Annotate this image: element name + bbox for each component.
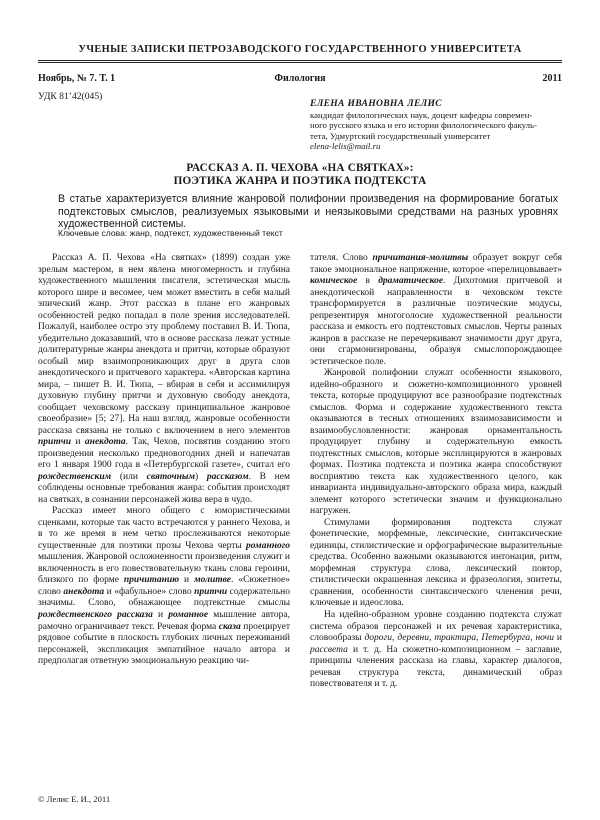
author-affiliation: кандидат филологических наук, доцент кафедры современ- bbox=[310, 110, 533, 120]
article-title-line: РАССКАЗ А. П. ЧЕХОВА «НА СВЯТКАХ»: bbox=[186, 162, 414, 174]
author-name: ЕЛЕНА ИВАНОВНА ЛЕЛИС bbox=[310, 98, 443, 109]
paragraph: Стимулами формирования подтекста служат фонетические, морфемные, лексические, синтаксические единицы, стилистические и орфографические выразительные средства. Особенно важными оказываются интонация, ритм, морфемная структура слова, лексический повтор, стилистически окрашенная лексика и фразеология, эпитеты, сравнения, особенности синтаксического членения речи, ключевые и идеослова. bbox=[310, 517, 562, 609]
paragraph: Рассказ А. П. Чехова «На святках» (1899) создан уже зрелым мастером, в нем явлена многомерность и глубина художественного мышления писателя, эстетическая мысль которого шире и весомее, чем может вместить в себя малый эпический жанр. Этот рассказ в плане его жанровых особенностей редко попадал в поле зрения исследователей. Пожалуй, наиболее остро эту проблему поставил В. И. Тюпа, убедительно доказавший, что в основе рассказа лежат устные долитературные жанры анекдота и притчи, которые образуют особый мир взаимопроникающих друг в друга слов анекдотического и притчевого характера. «Авторская картина мира, – пишет В. И. Тюпа, – вбирая в себя и ассимилируя духовную глубину притчи и духовную свободу анекдота, сообщает чеховскому рассказу принципиальное жанровое своеобразие» [5; 27]. На наш взгляд, жанровые особенности рассказа связаны не только с включением в него элементов притчи и анекдота. Так, Чехов, посвятив созданию этого произведения несколько предновогодних дней и напечатав его 1 января 1900 года в «Петербургской газете», считал его рождественским (или святочным) рассказом. В нем соблюдены основные требования жанра: события происходят на святках, в сознании персонажей жива вера в чудо. bbox=[38, 253, 290, 505]
left-column bbox=[38, 253, 290, 668]
right-column bbox=[310, 253, 562, 691]
article-title bbox=[40, 162, 560, 188]
header-rule bbox=[38, 60, 562, 61]
section-name: Филология bbox=[274, 73, 326, 84]
paragraph: тателя. Слово причитания-молитвы образует вокруг себя такое эмоциональное напряжение, которое «перелицовывает» комическое в драматическое. Дихотомия притчевой и анекдотической направленности в чеховском тексте трансформируется в различные поэтические модусы, репрезентируя многоголосие художественной реальности рассказа и емкость его подтекстовых смыслов. Черты разных жанров в рассказе не перечеркивают значимости друг друга, они сгармонизированы, образуя смыслопорождающее эстетическое поле. bbox=[310, 253, 562, 367]
issue-year: 2011 bbox=[542, 73, 562, 84]
journal-title: УЧЕНЫЕ ЗАПИСКИ ПЕТРОЗАВОДСКОГО ГОСУДАРСТВЕННОГО УНИВЕРСИТЕТА bbox=[78, 44, 522, 55]
copyright: © Лелис Е. И., 2011 bbox=[38, 794, 111, 804]
author-block bbox=[310, 98, 562, 152]
paragraph: Жанровой полифонии служат особенности языкового, идейно-образного и сюжетно-композиционного уровней текста, которые продуцируют все разнообразие подтекстных смыслов. Форма и содержание художественного текста оказываются в тесных отношениях взаимозависимости и взаимообусловленности: жанровая орнаментальность продуцирует глубину и содержательную емкость подтекстных смыслов, которые эксплицируются в жанровых формах. Поэтика подтекста и поэтика жанра способствуют восприятию текста как художественного целого, как инварианта индивидуально-авторского образа мира, каждый элемент которого эстетически значим и функционально нагружен. bbox=[310, 368, 562, 517]
author-affiliation: тета, Удмуртский государственный университет bbox=[310, 130, 491, 141]
article-title-line: ПОЭТИКА ЖАНРА И ПОЭТИКА ПОДТЕКСТА bbox=[173, 175, 427, 187]
issue-number: Ноябрь, № 7. Т. 1 bbox=[38, 73, 116, 84]
udk-code: УДК 81’42(045) bbox=[38, 91, 103, 102]
header-rule bbox=[38, 62, 562, 63]
author-affiliation: ного русского языка и его истории филологического факуль- bbox=[310, 120, 537, 131]
paragraph: На идейно-образном уровне созданию подтекста служат система образов персонажей и их речевая характеристика, словообразы дороги, деревни, трактира, Петербурга, ночи и рассвета и т. д. На сюжетно-композиционном – заглавие, принципы членения рассказа на главы, характер диалогов, речевая структура текста, динамический образ повествователя и т. д. bbox=[310, 609, 562, 690]
keywords: Ключевые слова: жанр, подтекст, художественный текст bbox=[58, 228, 283, 238]
abstract: В статье характеризуется влияние жанровой полифонии произведения на формирование богатых подтекстовых смыслов, реализуемых языковыми и неязыковыми средствами на разных уровнях художественной системы. bbox=[58, 193, 558, 231]
author-email[interactable]: elena-lelis@mail.ru bbox=[310, 141, 381, 152]
paragraph: Рассказ имеет много общего с юмористическими сценками, которые так часто встречаются у раннего Чехова, и в то же время в нем четко прослеживаются некоторые существенные для поэтики прозы Чехова черты романного мышления. Жанровой осложненности произведения служит и включенность в его повествовательную ткань слова героини, близкого по форме причитанию и молитве. «Сюжетное» слово анекдота и «фабульное» слово притчи содержательно значимы. Слово, обнажающее подтекстные смыслы рождественского рассказа и романное мышление автора, рамочно ограничивает текст. Речевая форма сказа проецирует рядовое событие в плоскость глубоких личных переживаний персонажей, экспликация эмпатийное начало автора и предполагая ответную эмоциональную реакцию чи- bbox=[38, 506, 291, 667]
